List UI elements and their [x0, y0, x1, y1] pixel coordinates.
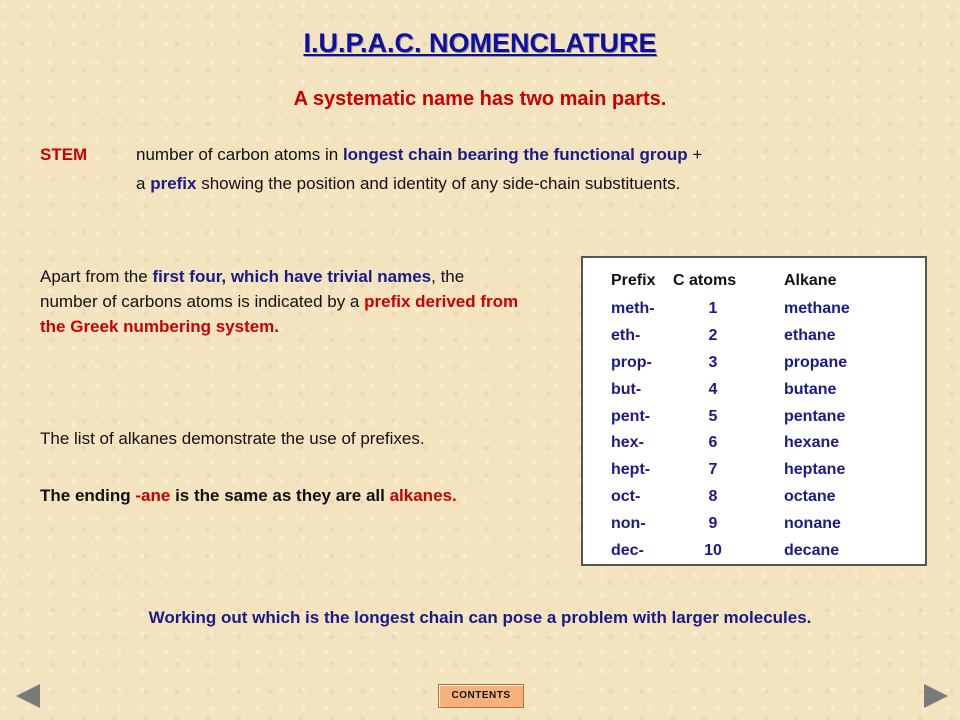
cell-alkane: pentane	[784, 407, 846, 425]
cell-alkane: heptane	[784, 461, 846, 479]
cell-carbons: 2	[708, 327, 718, 345]
cell-prefix: but-	[611, 380, 642, 398]
trivial-names-paragraph	[40, 264, 520, 339]
triangle-left-icon[interactable]	[16, 684, 40, 708]
cell-carbons: 6	[708, 434, 718, 452]
cell-prefix: meth-	[611, 300, 655, 318]
table-row	[582, 403, 926, 430]
ending-paragraph	[40, 483, 510, 508]
cell-prefix: prop-	[611, 353, 652, 371]
cell-carbons: 7	[708, 461, 718, 479]
table-row	[582, 537, 926, 565]
stem-line1-highlight: longest chain bearing the functional group	[342, 145, 688, 164]
table-row	[582, 296, 926, 323]
para3-alkanes: alkanes.	[389, 486, 457, 505]
table-row	[582, 323, 926, 350]
footer-note: Working out which is the longest chain can pose a problem with larger molecules.	[148, 608, 812, 627]
cell-alkane: ethane	[784, 327, 836, 345]
para1-highlight-red: prefix derived from the Greek numbering system.	[40, 292, 519, 336]
para3-text-mid: is the same as they are all	[170, 486, 390, 505]
header-prefix: Prefix	[611, 272, 656, 289]
contents-button[interactable]: CONTENTS	[438, 684, 524, 708]
cell-carbons: 3	[708, 353, 718, 371]
cell-alkane: methane	[784, 300, 850, 318]
cell-alkane: propane	[784, 353, 848, 371]
table-row	[582, 430, 926, 457]
para3-text: The ending	[40, 486, 136, 505]
para1-text: Apart from the	[40, 267, 153, 286]
cell-carbons: 8	[708, 487, 718, 505]
table-header-row	[582, 257, 926, 296]
stem-line2-rest: showing the position and identity of any side-chain substituents.	[196, 174, 681, 193]
cell-carbons: 1	[708, 300, 718, 318]
cell-carbons: 9	[708, 514, 718, 532]
cell-carbons: 5	[708, 407, 718, 425]
header-alkane: Alkane	[784, 272, 837, 289]
cell-prefix: oct-	[611, 487, 641, 505]
alkane-prefix-table	[581, 256, 927, 566]
page-subtitle: A systematic name has two main parts.	[293, 88, 667, 110]
stem-line1-plus: +	[687, 145, 703, 164]
stem-line2-text: a	[136, 174, 151, 193]
table-row	[582, 376, 926, 403]
prefixes-paragraph: The list of alkanes demonstrate the use of prefixes.	[40, 429, 425, 448]
para1-text-mid: , the number of carbons atoms is indicated by a	[40, 267, 465, 311]
cell-carbons: 10	[704, 541, 722, 559]
triangle-right-icon[interactable]	[924, 684, 948, 708]
cell-alkane: hexane	[784, 434, 840, 452]
stem-definition-line1	[136, 145, 702, 165]
cell-prefix: hex-	[611, 434, 644, 452]
cell-alkane: octane	[784, 487, 836, 505]
table-row	[582, 483, 926, 510]
cell-alkane: decane	[784, 541, 840, 559]
cell-prefix: non-	[611, 514, 646, 532]
table-row	[582, 457, 926, 484]
stem-definition-line2	[136, 174, 680, 194]
cell-prefix: hept-	[611, 461, 651, 479]
stem-label: STEM	[40, 145, 88, 164]
cell-carbons: 4	[708, 380, 718, 398]
para1-highlight-blue: first four, which have trivial names	[152, 267, 432, 286]
cell-prefix: eth-	[611, 327, 641, 345]
cell-alkane: nonane	[784, 514, 841, 532]
stem-line1-text: number of carbon atoms in	[136, 145, 343, 164]
cell-prefix: dec-	[611, 541, 644, 559]
page-title: I.U.P.A.C. NOMENCLATURE	[303, 28, 657, 58]
para3-ane: -ane	[135, 486, 171, 505]
cell-alkane: butane	[784, 380, 837, 398]
stem-line2-highlight: prefix	[150, 174, 197, 193]
header-c-atoms: C atoms	[673, 272, 737, 289]
cell-prefix: pent-	[611, 407, 651, 425]
table-row	[582, 350, 926, 377]
table-row	[582, 510, 926, 537]
